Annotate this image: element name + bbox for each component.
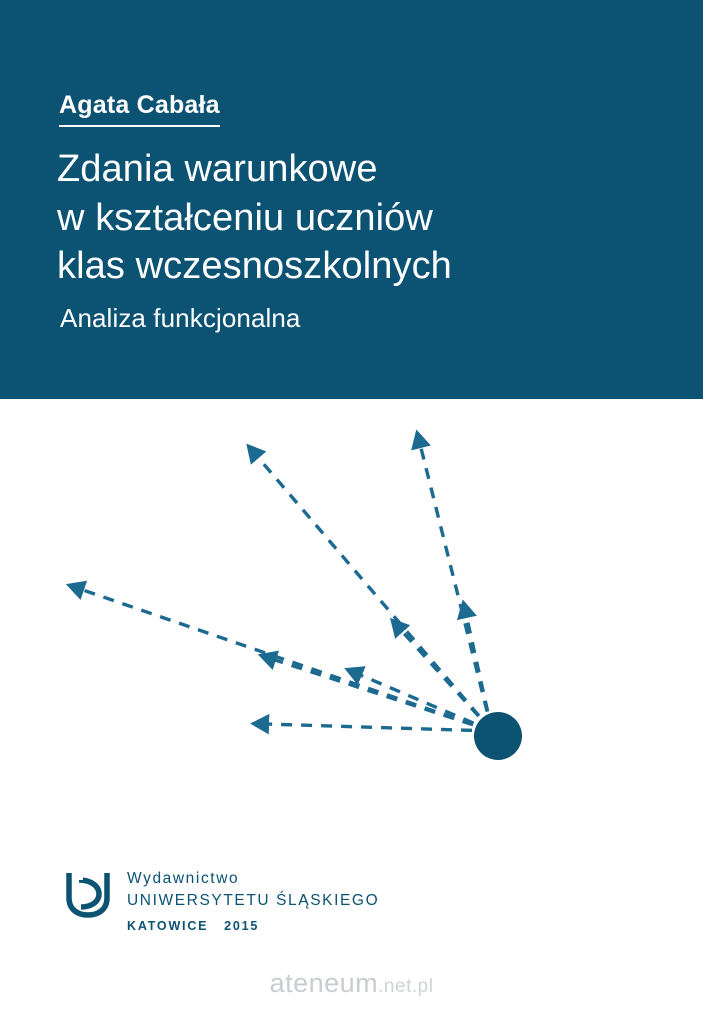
radiating-dashed-arrows-icon bbox=[0, 399, 703, 859]
cover-header-band bbox=[0, 0, 703, 399]
author-name: Agata Cabała bbox=[59, 92, 220, 127]
publisher-place-year bbox=[127, 919, 379, 933]
watermark bbox=[0, 968, 703, 999]
node-dot bbox=[474, 712, 522, 760]
page-subtitle: Analiza funkcjonalna bbox=[60, 303, 301, 333]
publisher-line-1: Wydawnictwo bbox=[127, 870, 240, 887]
publisher-text bbox=[127, 868, 379, 933]
publisher-line-2: UNIWERSYTETU ŚLĄSKIEGO bbox=[127, 892, 380, 910]
title-line-2: w kształceniu uczniów bbox=[57, 196, 433, 239]
publisher-year: 2015 bbox=[224, 918, 260, 933]
us-logo-icon bbox=[65, 870, 111, 918]
title-line-3: klas wczesnoszkolnych bbox=[57, 245, 452, 288]
title-line-1: Zdania warunkowe bbox=[57, 148, 378, 190]
watermark-main: ateneum bbox=[269, 968, 379, 998]
publisher-place: KATOWICE bbox=[127, 918, 209, 933]
cover-illustration bbox=[0, 399, 703, 859]
watermark-suffix: .net.pl bbox=[378, 976, 434, 997]
page-title bbox=[57, 145, 657, 291]
publisher-block bbox=[0, 865, 703, 955]
